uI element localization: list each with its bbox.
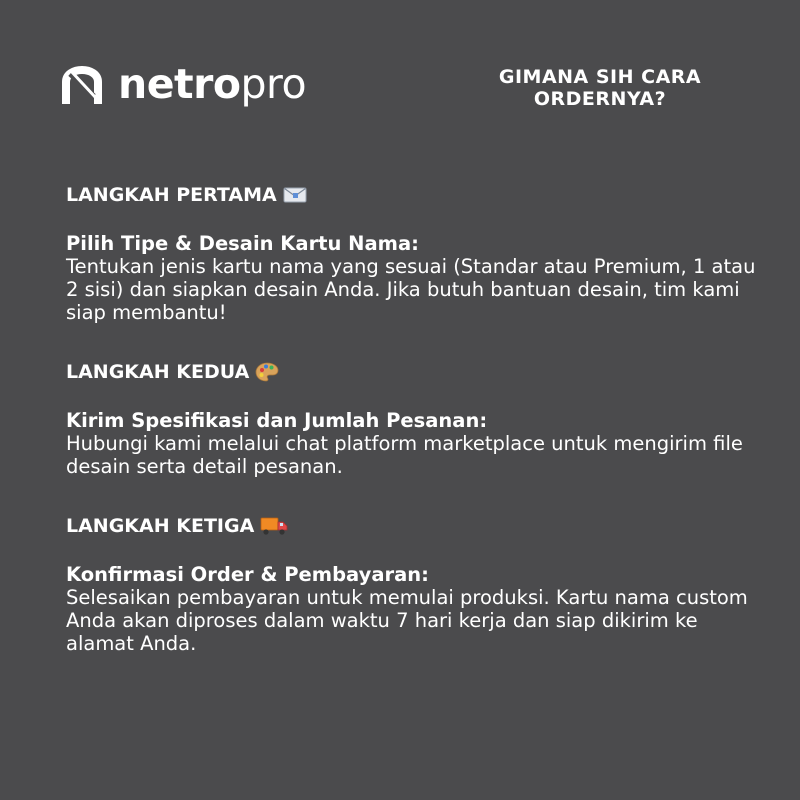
step-subheading: Pilih Tipe & Desain Kartu Nama: <box>66 232 419 255</box>
step-heading <box>66 512 766 540</box>
step-heading <box>66 358 766 386</box>
brand-logo <box>56 56 306 112</box>
step-3 <box>66 512 766 655</box>
step-body: Tentukan jenis kartu nama yang sesuai (Standar atau Premium, 1 atau 2 sisi) dan siapkan desain Anda. Jika butuh bantuan desain, tim kami siap membantu! <box>66 255 756 324</box>
step-heading <box>66 181 766 209</box>
step-1 <box>66 181 766 324</box>
step-body: Selesaikan pembayaran untuk memulai produksi. Kartu nama custom Anda akan diproses dalam waktu 7 hari kerja dan siap dikirim ke alamat Anda. <box>66 586 748 655</box>
page-headline: GIMANA SIH CARA ORDERNYA? <box>498 66 702 110</box>
delivery-truck-icon <box>260 516 288 536</box>
step-heading-text: LANGKAH KETIGA <box>66 515 255 537</box>
step-body: Hubungi kami melalui chat platform marketplace untuk mengirim file desain serta detail pesanan. <box>66 432 743 478</box>
step-subheading: Konfirmasi Order & Pembayaran: <box>66 563 429 586</box>
netropro-logo-mark-icon <box>56 56 108 112</box>
brand-name-bold: netro <box>118 60 241 108</box>
palette-icon <box>255 361 279 383</box>
step-2 <box>66 358 766 478</box>
envelope-icon <box>283 186 307 204</box>
brand-wordmark <box>118 56 306 112</box>
steps-list <box>66 181 766 655</box>
brand-name-light: pro <box>240 60 307 108</box>
step-subheading: Kirim Spesifikasi dan Jumlah Pesanan: <box>66 409 488 432</box>
step-heading-text: LANGKAH PERTAMA <box>66 184 277 206</box>
step-heading-text: LANGKAH KEDUA <box>66 361 250 383</box>
